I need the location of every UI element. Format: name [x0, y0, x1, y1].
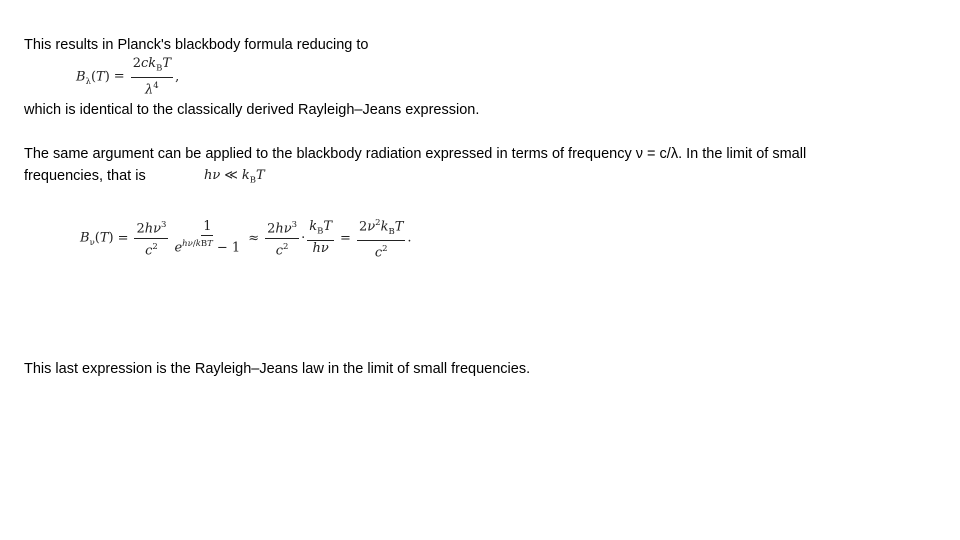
argument-text: The same argument can be applied to the blackbody radiation expressed in terms of frequency ν = c/λ. In the limit of small [24, 146, 807, 162]
condition-math: hν ≪ $k_BT$ [204, 168, 265, 186]
equation-rayleigh-jeans-frequency: $B_\nu(T)$ = $\frac{2h\nu^3}{c^2}$ $\frac{1}{e^{h\nu/kBT} - 1}$ ≈ $\frac{2h\nu^3}{c^2}$ · $\frac{k_BT}{h\nu}$ = $\frac{2\nu^2k_BT}{c^2}$ . [80, 218, 412, 261]
equation-rayleigh-jeans-wavelength: $B_\lambda(T)$ = $\frac{2ck_BT}{\lambda^4}$ , [76, 56, 180, 97]
conclusion-text: This last expression is the Rayleigh–Jeans law in the limit of small frequencies. [24, 361, 531, 377]
intro-text: This results in Planck's blackbody formula reducing to [24, 37, 369, 53]
identical-text: which is identical to the classically derived Rayleigh–Jeans expression. [24, 102, 480, 118]
frequencies-text: frequencies, that is [24, 168, 146, 184]
